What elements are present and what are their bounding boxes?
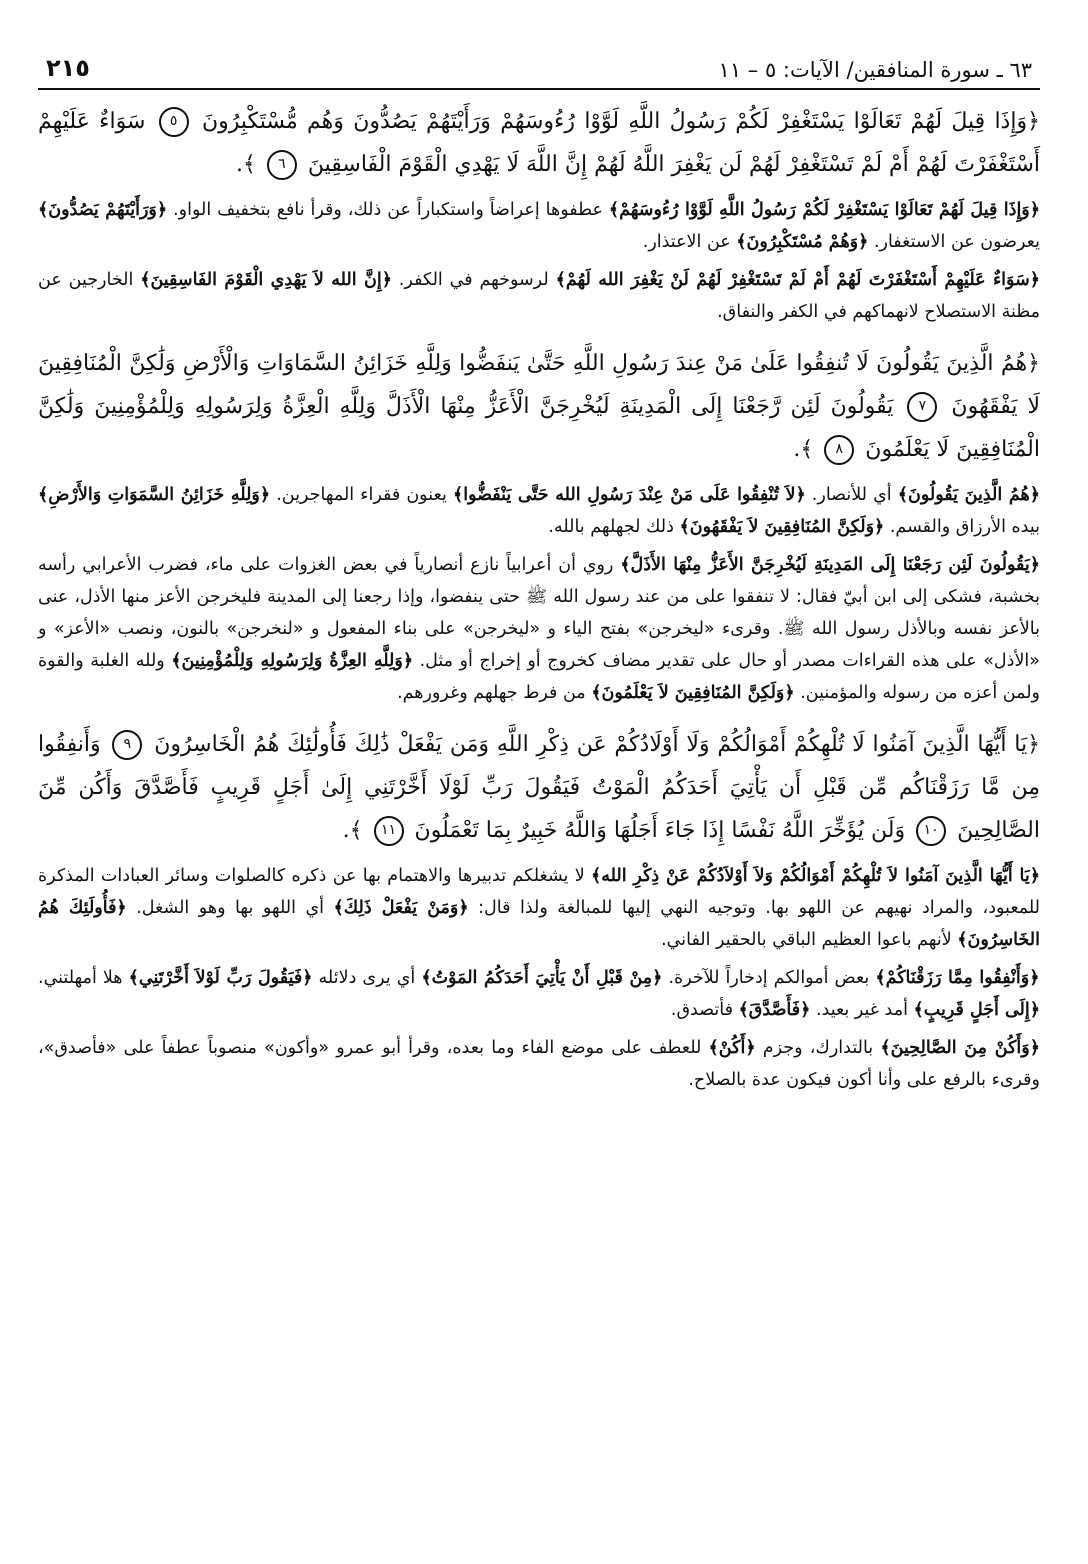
commentary-text: للعطف على موضع الفاء وما بعده، وقرأ أبو عمرو «وأكون» منصوباً عطفاً على «فأصدق»، وقرىء بالرفع على وأنا أكون فيكون عدة بالصلاح. bbox=[38, 1038, 1040, 1090]
quoted-verse: ﴿وَأَنْفِقُوا مِمَّا رَزَقْنَاكُمْ﴾ bbox=[875, 968, 1040, 988]
quoted-verse: ﴿وَلَكِنَّ المُنَافِقِينَ لاَ يَعْلَمُونَ﴾ bbox=[591, 683, 795, 703]
tafsir-paragraph bbox=[38, 194, 1040, 258]
tafsir-paragraph bbox=[38, 860, 1040, 956]
quoted-verse: ﴿وَهُمْ مُسْتَكْبِرُونَ﴾ bbox=[736, 232, 869, 252]
page-header bbox=[38, 40, 1040, 86]
section-gap bbox=[38, 709, 1040, 717]
quoted-verse: ﴿أَكُنْ﴾ bbox=[708, 1038, 756, 1058]
header-divider bbox=[38, 88, 1040, 90]
commentary-text: أي اللهو بها وهو الشغل. bbox=[126, 898, 325, 918]
commentary-text: أي للأنصار. bbox=[805, 485, 892, 505]
verse-text: يَقُولُونَ لَئِن رَّجَعْنَا إِلَى الْمَدِينَةِ لَيُخْرِجَنَّ الْأَعَزُّ مِنْهَا الْأَذَلَّ وَلِلَّهِ الْعِزَّةُ وَلِرَسُولِهِ وَلِلْمُؤْمِنِينَ وَلَٰكِنَّ الْمُنَافِقِينَ لَا يَعْلَمُونَ bbox=[38, 394, 1040, 462]
quoted-verse: ﴿لاَ تُنْفِقُوا عَلَى مَنْ عِنْدَ رَسُولِ الله حَتَّى يَنْفَضُّوا﴾ bbox=[452, 485, 806, 505]
commentary-text: يعنون فقراء المهاجرين. bbox=[270, 485, 447, 505]
commentary-text: بعض أموالكم إدخاراً للآخرة. bbox=[662, 968, 870, 988]
commentary-text: يعرضون عن الاستغفار. bbox=[868, 232, 1040, 252]
section-gap bbox=[38, 328, 1040, 336]
ayah-number-marker: ٦ bbox=[267, 150, 297, 180]
tafsir-paragraph bbox=[38, 549, 1040, 709]
quoted-verse: ﴿مِنْ قَبْلِ أَنْ يَأْتِيَ أَحَدَكُمُ المَوْتُ﴾ bbox=[421, 968, 663, 988]
commentary-text: لا يشغلكم تدبيرها والاهتمام بها عن ذكره كالصلوات وسائر العبادات المذكرة للمعبود، والمراد نهيهم عن اللهو بها. وتوجيه النهي إليها للمبالغة ولذا قال: bbox=[38, 866, 1040, 918]
verse-close: ﴾. bbox=[793, 437, 814, 462]
quoted-verse: ﴿فَأَصَّدَّقَ﴾ bbox=[738, 1000, 811, 1020]
ayah-number-marker: ١٠ bbox=[916, 816, 946, 846]
ayah-number-marker: ٥ bbox=[159, 107, 189, 137]
verse-close: ﴾. bbox=[236, 152, 256, 177]
commentary-text: ذلك لجهلهم بالله. bbox=[548, 517, 674, 537]
verse-text: ﴿هُمُ الَّذِينَ يَقُولُونَ لَا تُنفِقُوا عَلَىٰ مَنْ عِندَ رَسُولِ اللَّهِ حَتَّىٰ يَنفَضُّوا وَلِلَّهِ خَزَائِنُ السَّمَاوَاتِ وَالْأَرْضِ وَلَٰكِنَّ الْمُنَافِقِينَ لَا يَفْقَهُونَ bbox=[38, 351, 1041, 419]
quoted-verse: ﴿فَيَقُولَ رَبِّ لَوْلاَ أَخَّرْتَنِي﴾ bbox=[128, 968, 313, 988]
quoted-verse: ﴿وَإِذَا قِيلَ لَهُمْ تَعَالَوْا يَسْتَغْفِرْ لَكُمْ رَسُولُ اللَّهِ لَوَّوْا رُءُوسَهُمْ﴾ bbox=[608, 200, 1041, 220]
ayah-number-marker: ١١ bbox=[374, 816, 404, 846]
quoted-verse: ﴿وَأَكُنْ مِنَ الصَّالِحِينَ﴾ bbox=[880, 1038, 1040, 1058]
commentary-text: أي يرى دلائله bbox=[312, 968, 416, 988]
commentary-text: الخارجين عن مظنة الاستصلاح لانهماكهم في الكفر والنفاق. bbox=[38, 270, 1040, 322]
quran-verse-block bbox=[38, 723, 1040, 852]
verse-text: وَلَن يُؤَخِّرَ اللَّهُ نَفْسًا إِذَا جَاءَ أَجَلُهَا وَاللَّهُ خَبِيرٌ بِمَا تَعْمَلُونَ bbox=[414, 818, 906, 843]
tafsir-paragraph bbox=[38, 1032, 1040, 1096]
ayah-number-marker: ٧ bbox=[907, 392, 937, 422]
tafsir-paragraph bbox=[38, 479, 1040, 543]
quoted-verse: ﴿يَقُولُونَ لَئِن رَجَعْنَا إِلَى المَدِينَةِ لَيُخْرِجَنَّ الأَعَزُّ مِنْهَا الأَذَلَّ﴾ bbox=[620, 555, 1040, 575]
commentary-text: بيده الأرزاق والقسم. bbox=[884, 517, 1040, 537]
running-title: ٦٣ ـ سورة المنافقين/ الآيات: ٥ – ١١ bbox=[718, 58, 1032, 82]
verse-text: سَوَاءٌ عَلَيْهِمْ أَسْتَغْفَرْتَ لَهُمْ أَمْ لَمْ تَسْتَغْفِرْ لَهُمْ لَن يَغْفِرَ اللَّهُ لَهُمْ إِنَّ اللَّهَ لَا يَهْدِي الْقَوْمَ الْفَاسِقِينَ bbox=[38, 109, 1040, 177]
quoted-verse: ﴿وَلِلَّهِ خَزَائِنُ السَّمَوَاتِ وَالأَرْضِ﴾ bbox=[38, 485, 271, 505]
page-number: ٢١٥ bbox=[46, 54, 90, 82]
commentary-text: لرسوخهم في الكفر. bbox=[391, 270, 549, 290]
quoted-verse: ﴿هُمُ الَّذِينَ يَقُولُونَ﴾ bbox=[897, 485, 1040, 505]
commentary-text: عن الاعتذار. bbox=[642, 232, 731, 252]
quran-verse-block bbox=[38, 342, 1040, 471]
book-page bbox=[38, 40, 1040, 1096]
quoted-verse: ﴿وَرَأَيْتَهُمْ يَصُدُّونَ﴾ bbox=[38, 200, 168, 220]
commentary-text: بالتدارك، وجزم bbox=[755, 1038, 874, 1058]
ayah-number-marker: ٩ bbox=[112, 730, 142, 760]
quoted-verse: ﴿وَلَكِنَّ المُنَافِقِينَ لاَ يَفْقَهُونَ﴾ bbox=[679, 517, 885, 537]
tafsir-paragraph bbox=[38, 264, 1040, 328]
quoted-verse: ﴿يَا أَيُّهَا الَّذِينَ آمَنُوا لاَ تُلْهِكُمْ أَمْوَالُكُمْ وَلاَ أَوْلاَدُكُمْ عَنْ ذِكْرِ الله﴾ bbox=[590, 866, 1040, 886]
verse-close: ﴾. bbox=[342, 818, 363, 843]
commentary-text: عطفوها إعراضاً واستكباراً عن ذلك، وقرأ نافع بتخفيف الواو. bbox=[167, 200, 603, 220]
commentary-text: لأنهم باعوا العظيم الباقي بالحقير الفاني. bbox=[661, 930, 952, 950]
commentary-text: ولله الغلبة والقوة ولمن أعزه من رسوله والمؤمنين. bbox=[38, 651, 1040, 703]
quoted-verse: ﴿إِلَى أَجَلٍ قَرِيبٍ﴾ bbox=[913, 1000, 1040, 1020]
quoted-verse: ﴿وَمَنْ يَفْعَلْ ذَلِكَ﴾ bbox=[333, 898, 469, 918]
verse-text: ﴿يَا أَيُّهَا الَّذِينَ آمَنُوا لَا تُلْهِكُمْ أَمْوَالُكُمْ وَلَا أَوْلَادُكُمْ عَن ذِكْرِ اللَّهِ وَمَن يَفْعَلْ ذَٰلِكَ فَأُولَٰئِكَ هُمُ الْخَاسِرُونَ bbox=[154, 732, 1040, 757]
quoted-verse: ﴿سَوَاءٌ عَلَيْهِمْ أَسْتَغْفَرْتَ لَهُمْ أَمْ لَمْ تَسْتَغْفِرْ لَهُمْ لَنْ يَغْفِرَ الله لَهُمْ﴾ bbox=[555, 270, 1041, 290]
verse-text: وَأَنفِقُوا مِن مَّا رَزَقْنَاكُم مِّن قَبْلِ أَن يَأْتِيَ أَحَدَكُمُ الْمَوْتُ فَيَقُولَ رَبِّ لَوْلَا أَخَّرْتَنِي إِلَىٰ أَجَلٍ قَرِيبٍ فَأَصَّدَّقَ وَأَكُن مِّنَ الصَّالِحِينَ bbox=[38, 732, 1040, 843]
quran-verse-block bbox=[38, 100, 1040, 186]
commentary-text: هلا أمهلتني. bbox=[38, 968, 123, 988]
quoted-verse: ﴿فَأُولَئِكَ هُمُ الخَاسِرُونَ﴾ bbox=[38, 898, 1040, 950]
quoted-verse: ﴿إِنَّ الله لاَ يَهْدِي الْقَوْمَ الفَاسِقِينَ﴾ bbox=[140, 270, 392, 290]
quoted-verse: ﴿وَلِلَّهِ العِزَّةُ وَلِرَسُولِهِ وَلِلْمُؤْمِنِينَ﴾ bbox=[171, 651, 414, 671]
ayah-number-marker: ٨ bbox=[824, 435, 854, 465]
commentary-text: أمد غير بعيد. bbox=[810, 1000, 908, 1020]
tafsir-paragraph bbox=[38, 962, 1040, 1026]
commentary-text: روي أن أعرابياً نازع أنصارياً في بعض الغزوات على ماء، فضرب الأعرابي رأسه بخشبة، فشكى إلى ابن أبيّ فقال: لا تنفقوا على من عند رسول الله ﷺ حتى ينفضوا، وإذا رجعنا إلى المدينة فليخرجن الأعز منها الأذل، عنى بالأعز نفسه وبالأذل رسول الله ﷺ. وقرىء «ليخرجن» بفتح الياء و «ليخرجن» على بناء المفعول و «لنخرجن» بالنون، ونصب «الأعز» و «الأذل» على هذه القراءات مصدر أو حال على تقدير مضاف كخروج أو إخراج أو مثل. bbox=[38, 555, 1040, 671]
verse-text: ﴿وَإِذَا قِيلَ لَهُمْ تَعَالَوْا يَسْتَغْفِرْ لَكُمْ رَسُولُ اللَّهِ لَوَّوْا رُءُوسَهُمْ وَرَأَيْتَهُمْ يَصُدُّونَ وَهُم مُّسْتَكْبِرُونَ bbox=[201, 109, 1040, 134]
commentary-text: فأتصدق. bbox=[670, 1000, 733, 1020]
commentary-text: من فرط جهلهم وغرورهم. bbox=[397, 683, 586, 703]
